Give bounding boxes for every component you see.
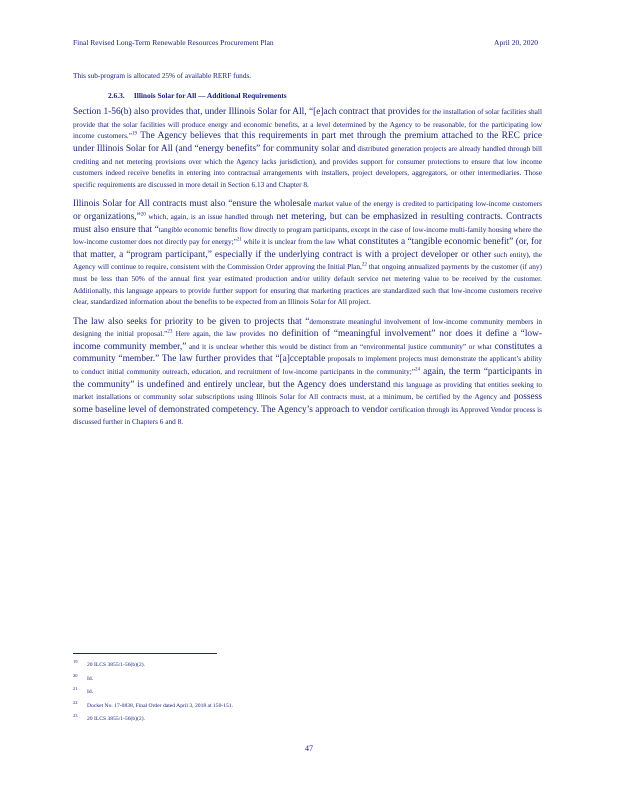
header-date: April 20, 2020: [494, 38, 538, 47]
paragraph-2-text-4: while it is unclear from the law: [241, 237, 336, 247]
footnote-ref-21[interactable]: 21: [236, 237, 242, 243]
paragraph-3-text-6: certification through its Approved Vendor process is discussed further in Chapters 6 and 8.: [73, 404, 542, 427]
footnote-text: 20 ILCS 3855/1-56(b)(2).: [87, 662, 145, 668]
paragraph-3: [73, 316, 542, 428]
footnote-text: Docket No. 17-0838, Final Order dated April 3, 2018 at 150-151.: [87, 702, 234, 709]
paragraph-2-text-7: that ongoing annualized payments by the customer (if any) must be less than 50% of the annual first year estimated production and/or utility default service net metering value to be received by the customer. Additionally, this language appears to provide further support for ensuring that marketing practices are standardized such that low-income customers receive clear, standardized information about the benefits to be expected from an Illinois Solar for All project.: [73, 262, 542, 307]
footnote-ref-19[interactable]: 19: [131, 131, 137, 137]
footnotes: [73, 659, 233, 727]
paragraph-3-lead-5: possess some baseline level of demonstrated competency. The Agency’s approach to vendor: [73, 392, 542, 415]
section-heading: [73, 90, 542, 102]
paragraph-2-lead-2: or organizations,”: [73, 211, 141, 222]
paragraph-3-text-5: this language as providing that entities seeking to market installations or community solar subscriptions using Illinois Solar for All contracts must, at a minimum, be certified by the Agency and: [73, 379, 542, 402]
footnote-text: Id.: [87, 675, 94, 682]
footnote-item: 21Id.: [73, 686, 94, 695]
paragraph-3-lead-4: again, the term “participants in the community” is undefined and entirely unclear, but the Agency does understand: [73, 367, 543, 390]
paragraph-3-text-2: Here again, the law provides: [172, 329, 266, 339]
paragraph-1-text: for the installation of solar facilities shall provide that the solar facilities will produce energy and economic benefits, at a level determined by the Agency to be reasonable, for the participating low income customers.”: [73, 107, 542, 141]
paragraph-1-text-2: distributed generation projects are already handled through bill crediting and net metering provisions over which the Agency lacks jurisdiction), and provides support for consumer protections to ensure that low income customers indeed receive benefits in entering into contractual arrangements with installers, project developers, aggregators, or other intermediaries. Those specific requirements are discussed in more detail in Section 6.13 and Chapter 8.: [73, 143, 542, 189]
page-number: 47: [305, 744, 313, 753]
paragraph-3-text-4: proposals to implement projects must demonstrate the applicant’s ability to conduct initial community outreach, education, and recruitment of low-income participants in the community;”: [73, 354, 542, 377]
paragraph-3-lead-2: no definition of “meaningful involvement” nor does it define a “low-income community member,”: [73, 329, 543, 352]
paragraph-3-lead-3: constitutes a community “member.” The law further provides that “[a]cceptable: [73, 341, 542, 365]
paragraph-1-lead: Section 1-56(b) also provides that, under Illinois Solar for All, “[e]ach contract that provides: [73, 107, 421, 118]
footnote-ref-23[interactable]: 23: [167, 329, 173, 335]
paragraph-3-text: demonstrate meaningful involvement of low-income community members in designing the initial proposal.”: [73, 316, 542, 339]
footnote-ref-20[interactable]: 20: [140, 212, 146, 218]
body-text: [73, 70, 542, 436]
header-title: Final Revised Long-Term Renewable Resources Procurement Plan: [73, 38, 274, 47]
paragraph-2-text-6: the Agency will continue to require, consistent with the Commission Order approving the Initial Plan,: [73, 249, 542, 272]
paragraph-2-lead: Illinois Solar for All contracts must also “ensure the wholesale: [73, 199, 312, 210]
paragraph-3-text-3: and it is unclear whether this would be distinct from an “environmental justice community” or what: [186, 341, 492, 351]
footnote-divider: [73, 653, 217, 654]
footnote-text: 20 ILCS 3855/1-56(b)(2).: [87, 716, 145, 722]
section-title: Illinois Solar for All — Additional Requirements: [133, 90, 287, 100]
footnote-item: 1920 ILCS 3855/1-56(b)(2).: [73, 659, 145, 668]
paragraph-2-text-5: such entity),: [491, 249, 531, 259]
paragraph-2-text-3: tangible economic benefits flow directly to program participants, except in the case of low-income multi-family housing where the low-income customer does not directly pay for energy;”: [73, 224, 542, 247]
footnote-ref-24[interactable]: 24: [415, 367, 421, 373]
paragraph-2-lead-3: net metering, but can be emphasized in resulting contracts. Contracts must also ensure that “: [73, 211, 543, 235]
paragraph-1-lead-2: The Agency believes that this requirements in part met through the premium attached to the REC price under Illinois Solar for All (and “energy benefits” for community solar and: [73, 131, 542, 154]
paragraph-2-text-2: which, again, is an issue handled through: [145, 211, 274, 221]
paragraph-2: [73, 198, 542, 307]
paragraph-2-lead-4: what constitutes a “tangible economic benefit” (or, for that matter, a “program participant,” especially if the underlying contract is with a project developer or other: [73, 237, 542, 260]
footnote-ref-22[interactable]: 22: [361, 262, 367, 268]
paragraph-3-lead: The law also seeks for priority to be given to projects that “: [73, 316, 310, 327]
paragraph-2-text: market value of the energy is credited to participating low-income customers: [311, 199, 542, 209]
section-number: 2.6.3.: [108, 90, 125, 100]
footnote-text: Id.: [87, 689, 94, 695]
footnote-item: 20Id.: [73, 672, 94, 682]
running-header: [73, 38, 538, 47]
paragraph-1: [73, 106, 542, 190]
footnote-item: 22Docket No. 17-0838, Final Order dated April 3, 2018 at 150-151.: [73, 699, 234, 709]
intro-paragraph: This sub-program is allocated 25% of available RERF funds.: [73, 71, 252, 80]
footnote-item: 2320 ILCS 3855/1-56(b)(2).: [73, 713, 145, 722]
